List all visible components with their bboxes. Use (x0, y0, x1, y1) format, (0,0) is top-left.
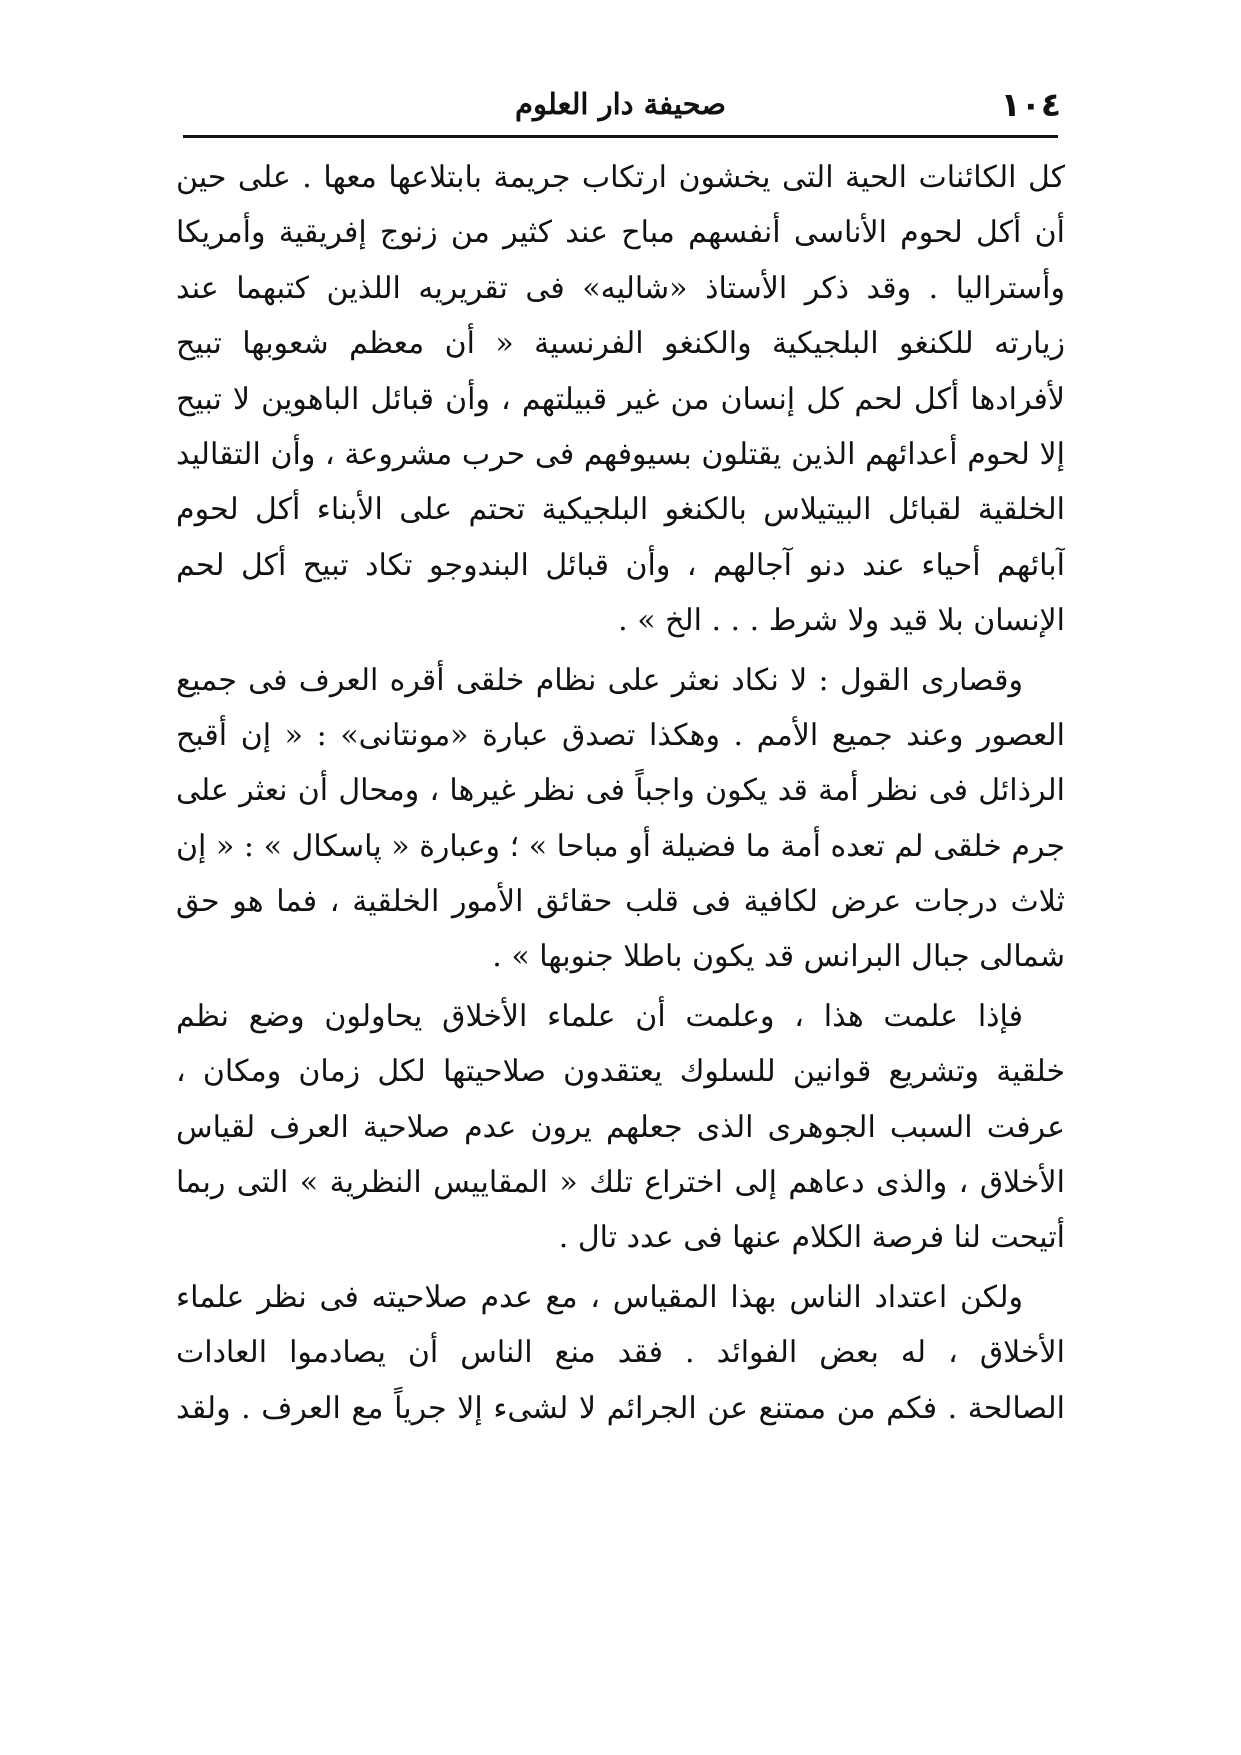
text-line: كل الكائنات الحية التى يخشون ارتكاب جريمة بابتلاعها معها . على حين (176, 160, 1065, 195)
text-line: الرذائل فى نظر أمة قد يكون واجباً فى نظر غيرها ، ومحال أن نعثر على (176, 773, 1065, 809)
running-title: صحيفة دار العلوم (515, 87, 726, 121)
text-line: جرم خلقى لم تعده أمة ما فضيلة أو مباحا » ؛ وعبارة « پاسكال » : « إن (176, 828, 1065, 864)
page-number: ١٠٤ (1000, 84, 1061, 124)
text-line: الأخلاق ، والذى دعاهم إلى اختراع تلك « المقاييس النظرية » التى ربما (176, 1165, 1065, 1201)
paragraph-first-line: وقصارى القول : لا نكاد نعثر على نظام خلقى أقره العرف فى جميع (176, 662, 1023, 698)
text-line: زيارته للكنغو البلجيكية والكنغو الفرنسية « أن معظم شعوبها تبيح (176, 326, 1065, 362)
text-line: شمالى جبال البرانس قد يكون باطلا جنوبها » . (492, 939, 1065, 975)
paragraph-first-line: ولكن اعتداد الناس بهذا المقياس ، مع عدم صلاحيته فى نظر علماء (176, 1279, 1023, 1315)
text-line: عرفت السبب الجوهرى الذى جعلهم يرون عدم صلاحية العرف لقياس (176, 1109, 1065, 1145)
text-line: لأفرادها أكل لحم كل إنسان من غير قبيلتهم ، وأن قبائل الباهوين لا تبيح (176, 381, 1065, 417)
body-text (176, 150, 1065, 1436)
header-rule (183, 135, 1058, 138)
text-line: وأستراليا . وقد ذكر الأستاذ «شاليه» فى تقريريه اللذين كتبهما عند (176, 270, 1065, 306)
text-line: أتيحت لنا فرصة الكلام عنها فى عدد تال . (558, 1220, 1065, 1256)
text-line: آبائهم أحياء عند دنو آجالهم ، وأن قبائل البندوجو تكاد تبيح أكل لحم (176, 547, 1065, 583)
text-line: أن أكل لحوم الأناسى أنفسهم مباح عند كثير من زنوج إفريقية وأمريكا (176, 215, 1065, 251)
text-line: خلقية وتشريع قوانين للسلوك يعتقدون صلاحيتها لكل زمان ومكان ، (176, 1054, 1065, 1090)
text-line: الإنسان بلا قيد ولا شرط . . . الخ » . (618, 603, 1065, 639)
text-line: الأخلاق ، له بعض الفوائد . فقد منع الناس أن يصادموا العادات (176, 1335, 1065, 1371)
text-line: ثلاث درجات عرض لكافية فى قلب حقائق الأمور الخلقية ، فما هو حق (176, 884, 1065, 920)
page-header (180, 82, 1061, 126)
text-line: إلا لحوم أعدائهم الذين يقتلون بسيوفهم فى حرب مشروعة ، وأن التقاليد (176, 436, 1065, 472)
text-line: الصالحة . فكم من ممتنع عن الجرائم لا لشىء إلا جرياً مع العرف . ولقد (176, 1390, 1065, 1426)
text-line: الخلقية لقبائل البيتيلاس بالكنغو البلجيكية تحتم على الأبناء أكل لحوم (176, 492, 1065, 528)
text-line: العصور وعند جميع الأمم . وهكذا تصدق عبارة «مونتانى» : « إن أقبح (176, 717, 1065, 753)
paragraph-first-line: فإذا علمت هذا ، وعلمت أن علماء الأخلاق يحاولون وضع نظم (176, 998, 1023, 1034)
